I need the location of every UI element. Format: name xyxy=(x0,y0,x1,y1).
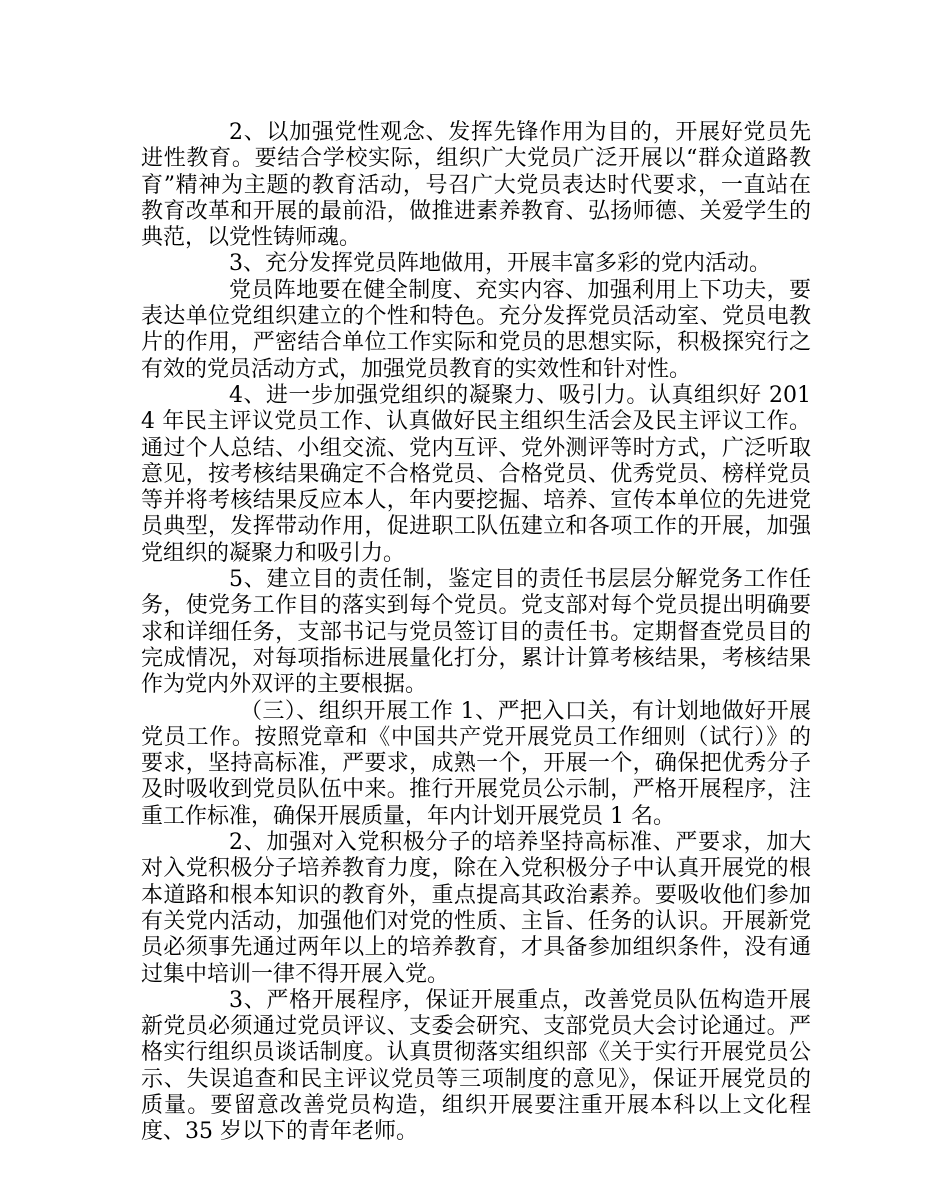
paragraph-party-education: 2、以加强党性观念、发挥先锋作用为目的，开展好党员先进性教育。要结合学校实际，组织广大党员广泛开展以“群众道路教育”精神为主题的教育活动，号召广大党员表达时代要求，一直站在教育改革和开展的最前沿，做推进素养教育、弘扬师德、关爱学生的典范，以党性铸师魂。 xyxy=(141,120,811,251)
paragraph-party-position: 党员阵地要在健全制度、充实内容、加强利用上下功夫，要表达单位党组织建立的个性和特色。充分发挥党员活动室、党员电教片的作用，严密结合单位工作实际和党员的思想实际，积极探究行之有效的党员活动方式，加强党员教育的实效性和针对性。 xyxy=(141,277,811,382)
paragraph-procedure: 3、严格开展程序，保证开展重点，改善党员队伍构造开展新党员必须通过党员评议、支委会研究、支部党员大会讨论通过。严格实行组织员谈话制度。认真贯彻落实组织部《关于实行开展党员公示、失误追查和民主评议党员等三项制度的意见》，保证开展党员的质量。要留意改善党员构造，组织开展要注重开展本科以上文化程度、35 岁以下的青年老师。 xyxy=(141,987,811,1145)
paragraph-activist-training: 2、加强对入党积极分子的培养坚持高标准、严要求，加大对入党积极分子培养教育力度，除在入党积极分子中认真开展党的根本道路和根本知识的教育外，重点提高其政治素养。要吸收他们参加有关党内活动，加强他们对党的性质、主旨、任务的认识。开展新党员必须事先通过两年以上的培养教育，才具备参加组织条件，没有通过集中培训一律不得开展入党。 xyxy=(141,830,811,987)
paragraph-party-activities-heading: 3、充分发挥党员阵地做用，开展丰富多彩的党内活动。 xyxy=(229,251,771,277)
paragraph-responsibility-system: 5、建立目的责任制，鉴定目的责任书层层分解党务工作任务，使党务工作目的落实到每个党员。党支部对每个党员提出明确要求和详细任务，支部书记与党员签订目的责任书。定期督查党员目的完成情况，对每项指标进展量化打分，累计计算考核结果，考核结果作为党内外双评的主要根据。 xyxy=(141,567,811,698)
paragraph-organization-work: （三）、组织开展工作 1、严把入口关，有计划地做好开展党员工作。按照党章和《中国共产党开展党员工作细则（试行）》的要求，坚持高标准，严要求，成熟一个，开展一个，确保把优秀分子及时吸收到党员队伍中来。推行开展党员公示制，严格开展程序，注重工作标准，确保开展质量，年内计划开展党员 1 名。 xyxy=(141,698,811,829)
paragraph-cohesion: 4、进一步加强党组织的凝聚力、吸引力。认真组织好 2014 年民主评议党员工作、认真做好民主组织生活会及民主评议工作。通过个人总结、小组交流、党内互评、党外测评等时方式，广泛听取意见，按考核结果确定不合格党员、合格党员、优秀党员、榜样党员等并将考核结果反应本人，年内要挖掘、培养、宣传本单位的先进党员典型，发挥带动作用，促进职工队伍建立和各项工作的开展，加强党组织的凝聚力和吸引力。 xyxy=(141,382,811,566)
document-page xyxy=(141,120,811,1146)
